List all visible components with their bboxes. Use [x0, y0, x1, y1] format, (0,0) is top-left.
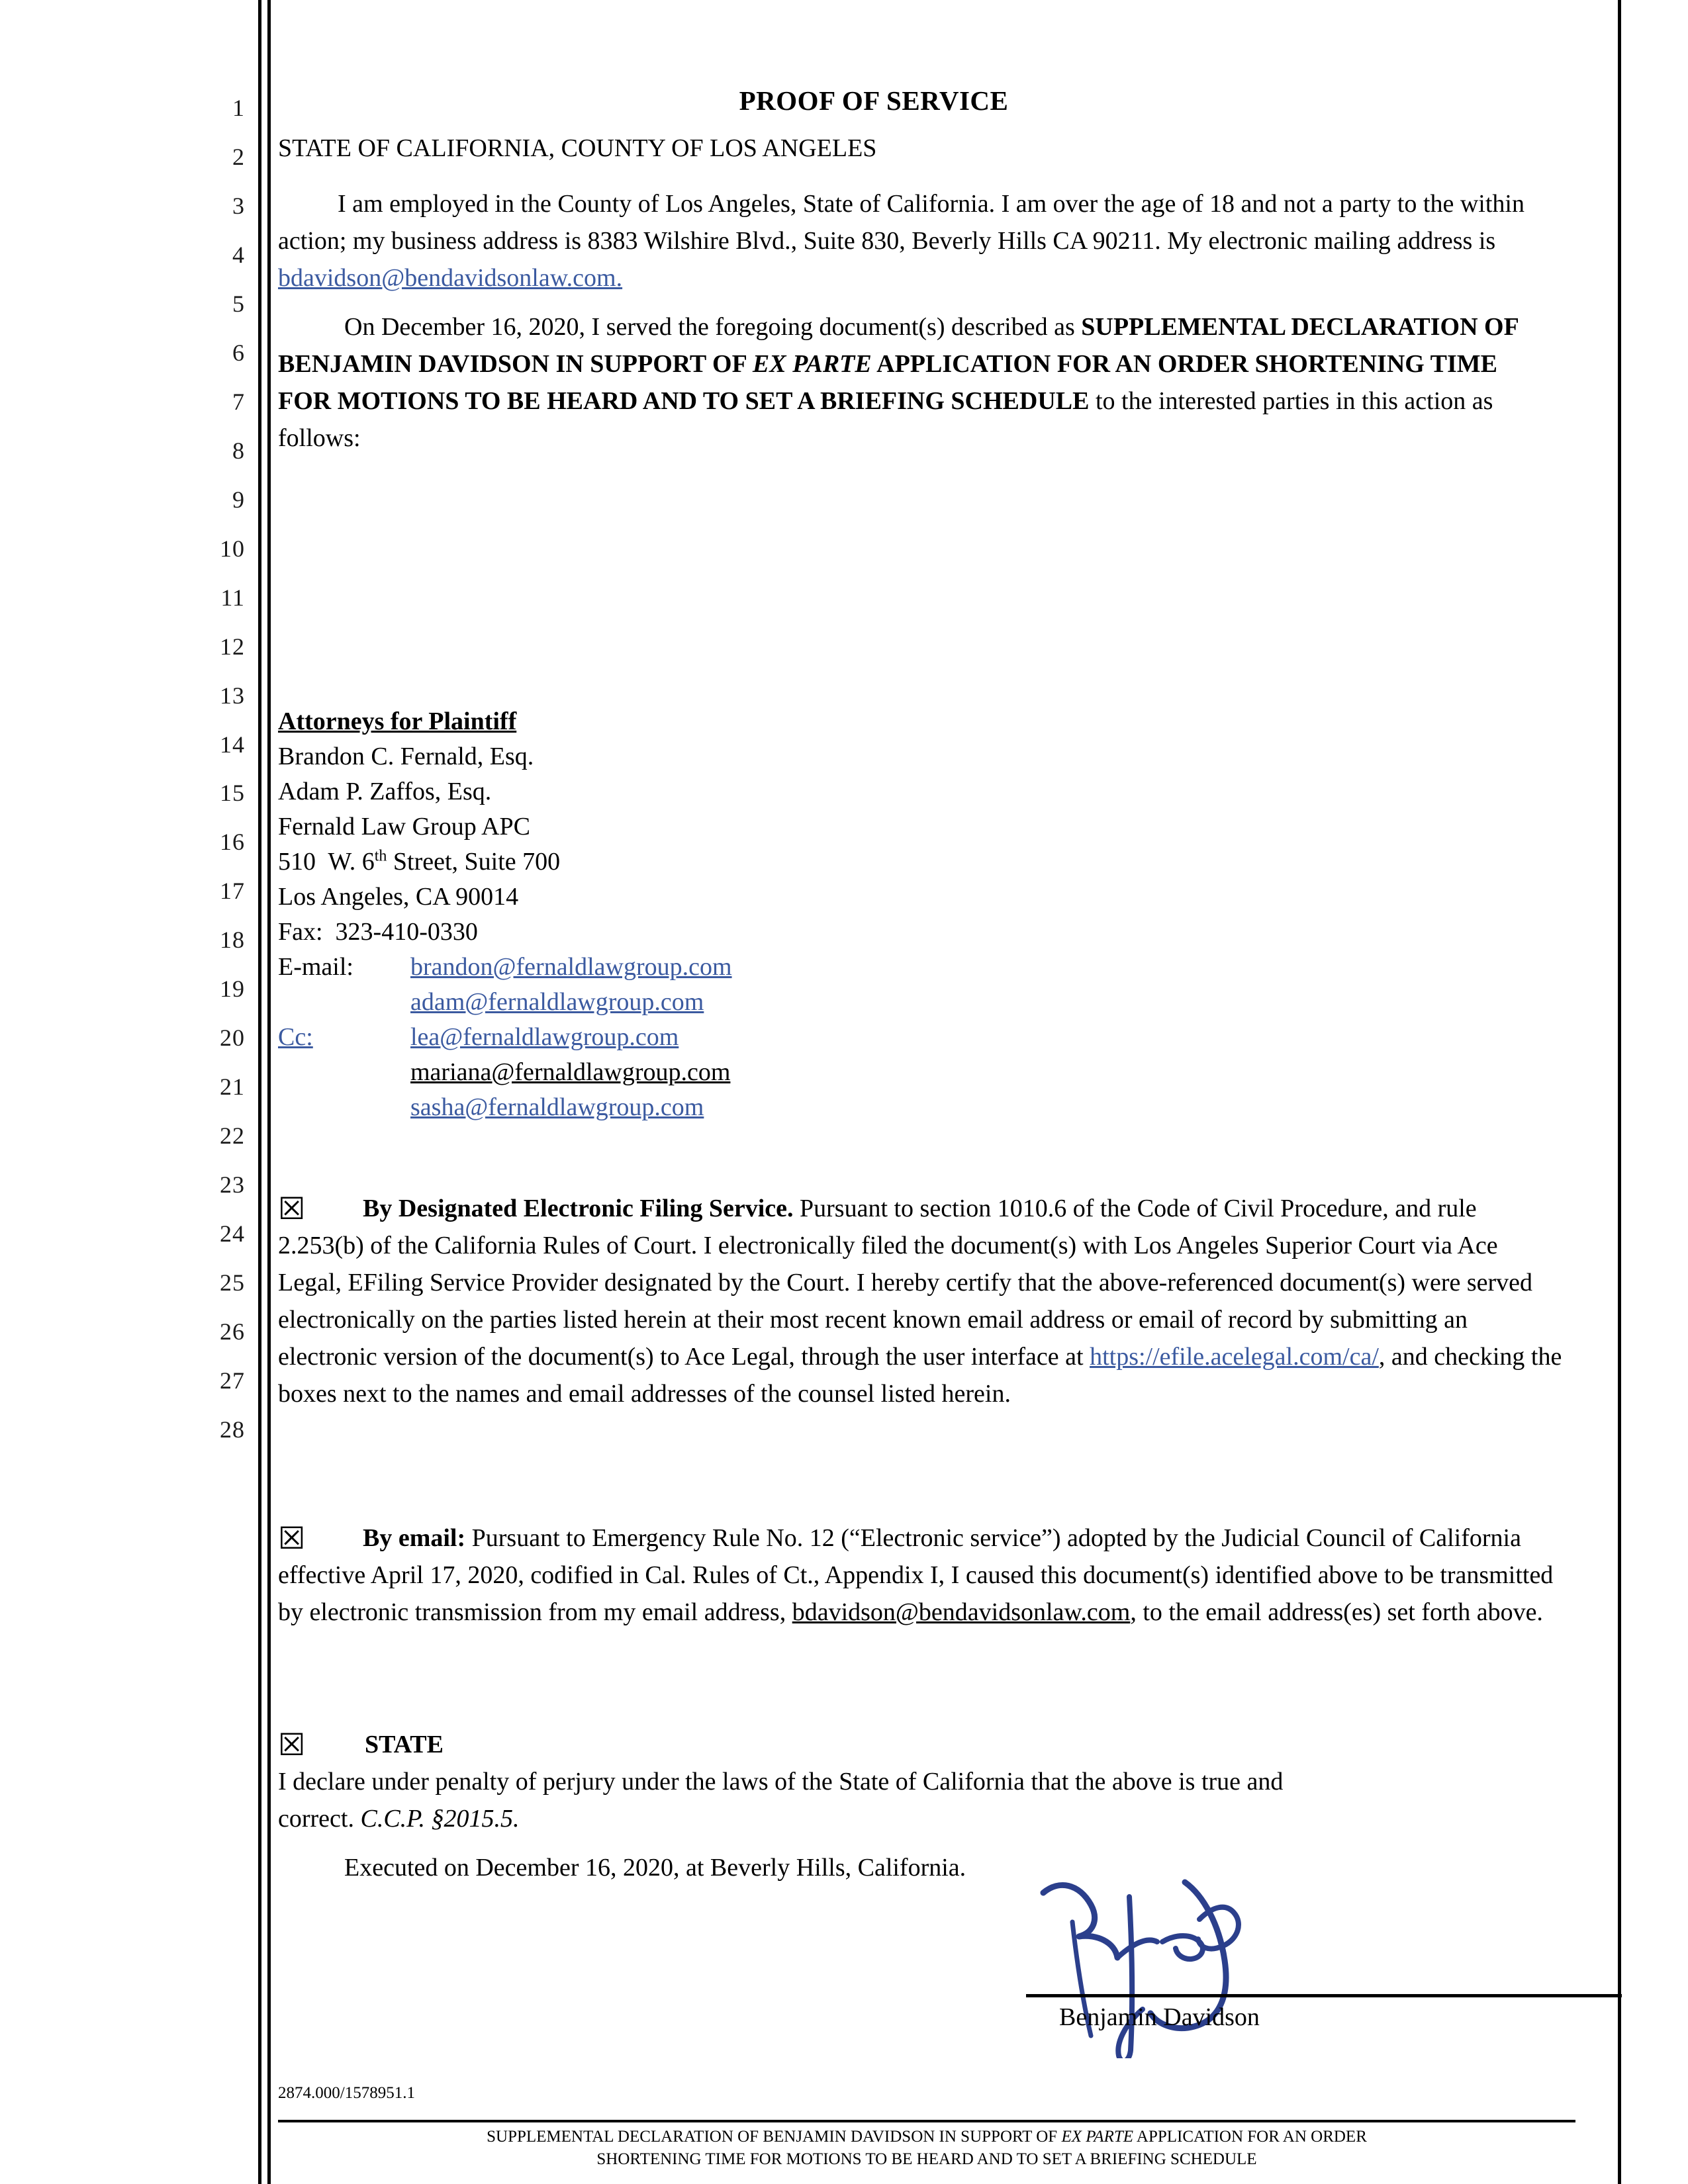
- line-number: 7: [232, 388, 245, 415]
- state-label: STATE: [365, 1731, 444, 1758]
- perjury-text: I declare under penalty of perjury under the laws of the State of California that the above is true and correct.: [278, 1768, 1284, 1833]
- service-email-lea[interactable]: lea@fernaldlawgroup.com: [410, 1023, 679, 1051]
- line-number: 15: [220, 780, 245, 807]
- line-number: 5: [232, 290, 245, 317]
- served-document-title-part1: SUPPLEMENTAL DECLARATION OF BENJAMIN DAVIDSON IN SUPPORT OF: [278, 313, 1519, 378]
- checkbox-checked-icon[interactable]: ☒: [278, 1522, 306, 1555]
- service-cc-row-1: [278, 1020, 1271, 1055]
- footer-line1-part1: SUPPLEMENTAL DECLARATION OF BENJAMIN DAVIDSON IN SUPPORT OF: [487, 2128, 1062, 2146]
- line-number: 1: [232, 95, 245, 121]
- email-label: E-mail:: [278, 953, 353, 981]
- signer-name: Benjamin Davidson: [1059, 2003, 1260, 2031]
- efiling-url-link[interactable]: https://efile.acelegal.com/ca/: [1090, 1343, 1379, 1371]
- line-number: 20: [220, 1024, 245, 1052]
- service-city: Los Angeles, CA 90014: [278, 883, 519, 911]
- service-cc-row-3: [278, 1090, 1271, 1125]
- line-number: 8: [232, 437, 245, 464]
- line-number: 24: [220, 1220, 245, 1248]
- service-lead-text: On December 16, 2020, I served the foregoing document(s) described as: [344, 313, 1082, 341]
- service-street: [278, 844, 1271, 880]
- line-number: 12: [220, 633, 245, 660]
- service-email-brandon[interactable]: brandon@fernaldlawgroup.com: [410, 953, 732, 981]
- line-number: 17: [220, 878, 245, 905]
- page-title: PROOF OF SERVICE: [739, 85, 1009, 116]
- line-number: 18: [220, 927, 245, 954]
- service-attorney-2: Adam P. Zaffos, Esq.: [278, 778, 492, 805]
- by-email-paragraph: [278, 1520, 1562, 1631]
- checkbox-checked-icon[interactable]: ☒: [278, 1728, 306, 1762]
- execution-line: Executed on December 16, 2020, at Beverly Hills, California.: [344, 1854, 966, 1882]
- efiling-body-1: Pursuant to section 1010.6 of the Code of Civil Procedure, and rule 2.253(b) of the California Rules of Court. I electronically filed the document(s) with Los Angeles Superior Court via Ace Legal, EFiling Service Provider designated by the Court. I hereby certify that the above-referenced document(s) were served electronically on the parties listed herein at their most recent known email address or email of record by submitting an electronic version of the document(s) to Ace Legal, through the user interface at: [278, 1195, 1533, 1371]
- employment-paragraph: [278, 185, 1556, 296]
- service-fax: Fax: 323-410-0330: [278, 918, 478, 946]
- left-margin-rule-outer: [258, 0, 261, 2184]
- by-email-sender-address[interactable]: bdavidson@bendavidsonlaw.com: [792, 1598, 1131, 1626]
- service-tail-text: to the interested parties in this action as follows:: [278, 387, 1493, 452]
- line-number-gutter: [165, 0, 245, 2184]
- checkbox-checked-icon[interactable]: ☒: [278, 1192, 306, 1226]
- line-number: 2: [232, 143, 245, 170]
- employment-text: I am employed in the County of Los Angeles, State of California. I am over the age of 18 and not a party to the within action; my business address is 8383 Wilshire Blvd., Suite 830, Beverly Hills CA 90211. My electronic mailing address is: [278, 190, 1524, 255]
- footer-rule: [278, 2120, 1575, 2122]
- service-email-mariana[interactable]: mariana@fernaldlawgroup.com: [410, 1058, 731, 1086]
- served-document-title-part2: APPLICATION FOR AN ORDER SHORTENING TIME FOR MOTIONS TO BE HEARD AND TO SET A BRIEFING SCHEDULE: [278, 350, 1498, 415]
- line-number: 9: [232, 486, 245, 513]
- line-number: 22: [220, 1122, 245, 1150]
- state-declaration-block: [278, 1726, 1562, 1837]
- state-declaration-text: [278, 1763, 1317, 1837]
- footer-line1-italic: EX PARTE: [1061, 2128, 1134, 2146]
- footer-line-2: SHORTENING TIME FOR MOTIONS TO BE HEARD AND TO SET A BRIEFING SCHEDULE: [596, 2150, 1257, 2168]
- line-number: 28: [220, 1416, 245, 1443]
- footer-line1-part2: APPLICATION FOR AN ORDER: [1133, 2128, 1367, 2146]
- line-number: 21: [220, 1073, 245, 1101]
- by-email-body-1: Pursuant to Emergency Rule No. 12 (“Electronic service”) adopted by the Judicial Council of California effective April 17, 2020, codified in Cal. Rules of Ct., Appendix I, I caused this document(s) identified above to be transmitted by electronic transmission from my email address,: [278, 1524, 1554, 1626]
- document-id: 2874.000/1578951.1: [278, 2084, 415, 2102]
- efiling-body-2: , and checking the boxes next to the names and email addresses of the counsel listed herein.: [278, 1343, 1562, 1408]
- line-number: 27: [220, 1367, 245, 1394]
- street-ordinal: th: [374, 847, 387, 865]
- left-margin-rule-inner: [267, 0, 271, 2184]
- service-cc-row-2: [278, 1055, 1271, 1090]
- footer-line-1: [278, 2126, 1575, 2148]
- line-number: 3: [232, 192, 245, 219]
- line-number: 6: [232, 339, 245, 366]
- street-suffix: Street, Suite 700: [387, 848, 561, 876]
- cc-label: Cc:: [278, 1023, 313, 1051]
- line-number: 4: [232, 241, 245, 268]
- service-email-row-2: [278, 985, 1271, 1020]
- service-email-adam[interactable]: adam@fernaldlawgroup.com: [410, 988, 704, 1016]
- service-attorney-1: Brandon C. Fernald, Esq.: [278, 743, 534, 770]
- ccp-citation: C.C.P. §2015.5.: [360, 1805, 520, 1833]
- street-prefix: 510 W. 6: [278, 848, 375, 876]
- efiling-service-paragraph: [278, 1190, 1562, 1412]
- line-number: 14: [220, 731, 245, 758]
- served-document-title-italic: EX PARTE: [752, 350, 872, 378]
- jurisdiction-line: STATE OF CALIFORNIA, COUNTY OF LOS ANGELES: [278, 134, 877, 162]
- line-number: 16: [220, 829, 245, 856]
- line-number: 26: [220, 1318, 245, 1345]
- footer-caption: [278, 2126, 1575, 2171]
- right-margin-rule: [1618, 0, 1621, 2184]
- line-number: 19: [220, 976, 245, 1003]
- service-firm: Fernald Law Group APC: [278, 813, 531, 841]
- service-email-sasha[interactable]: sasha@fernaldlawgroup.com: [410, 1093, 704, 1121]
- document-body: [278, 0, 1609, 2184]
- line-number: 25: [220, 1269, 245, 1297]
- by-email-body-2: , to the email address(es) set forth above.: [1130, 1598, 1543, 1626]
- by-email-heading: By email:: [363, 1524, 466, 1552]
- service-paragraph: [278, 308, 1556, 457]
- declarant-email-link[interactable]: bdavidson@bendavidsonlaw.com.: [278, 264, 623, 292]
- service-email-row-1: [278, 950, 1271, 985]
- service-list-block: [278, 704, 1271, 1125]
- signature-rule: [1026, 1994, 1622, 1997]
- line-number: 23: [220, 1171, 245, 1199]
- service-list-heading: Attorneys for Plaintiff: [278, 707, 517, 735]
- line-number: 11: [220, 584, 245, 611]
- line-number: 13: [220, 682, 245, 709]
- line-number: 10: [220, 535, 245, 562]
- efiling-heading: By Designated Electronic Filing Service.: [363, 1195, 794, 1222]
